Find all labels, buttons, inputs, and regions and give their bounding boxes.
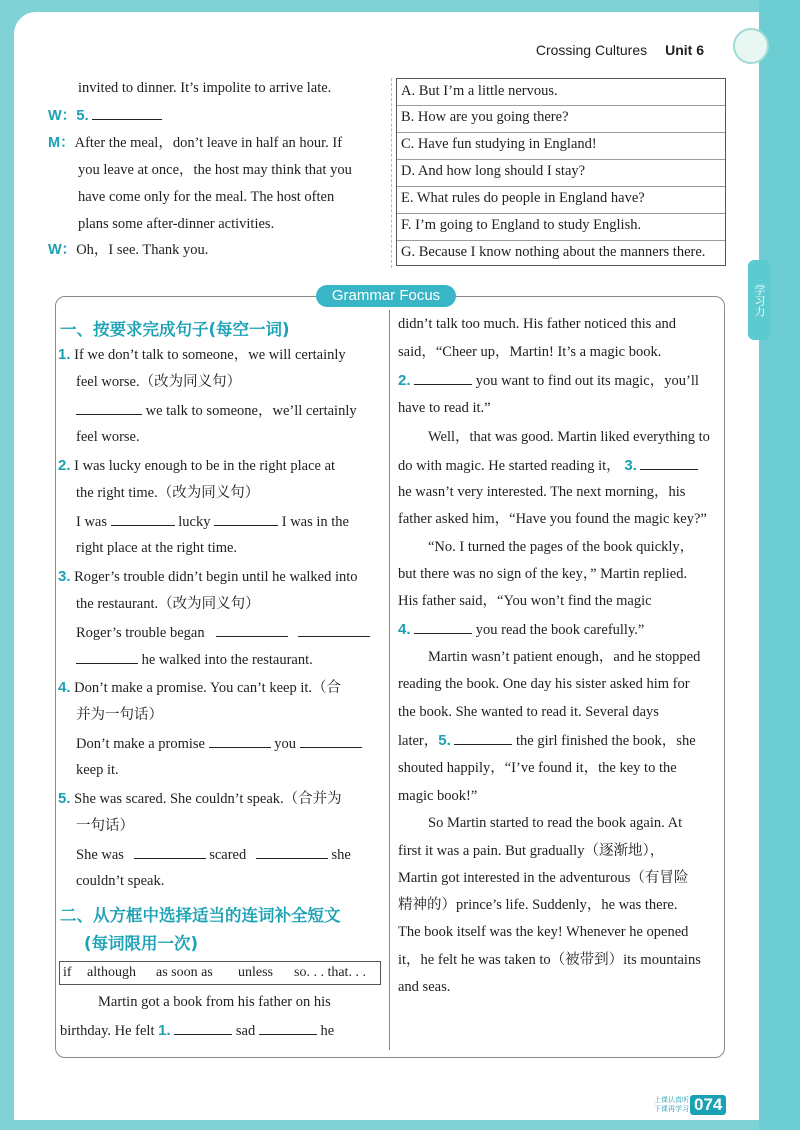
passage-text: later， (398, 733, 439, 749)
passage-line: didn’t talk too much. His father noticed this and (398, 316, 676, 332)
conjunction-word: unless (238, 965, 273, 980)
conjunction-box (59, 961, 381, 985)
question-answer-line (76, 844, 351, 865)
answer-blank[interactable] (214, 511, 278, 526)
passage-line: first it was a pain. But gradually（逐渐地）， (398, 843, 665, 859)
passage-line: the book. She wanted to read it. Several days (398, 704, 659, 720)
passage-line (398, 619, 644, 640)
column-divider (391, 78, 392, 268)
section-2-subtitle: (每词限用一次) (84, 934, 199, 953)
question-number: 4. (398, 621, 411, 638)
option-e: E. What rules do people in England have? (401, 190, 645, 206)
option-divider (397, 132, 725, 133)
question-number: 4. (58, 679, 71, 696)
question-number: 1. (58, 346, 71, 363)
passage-text: do with magic. He started reading it， (398, 458, 621, 474)
footer-note (654, 1096, 689, 1114)
question-number: 3. (624, 457, 637, 474)
conjunction-word: so. . . that. . . (294, 965, 366, 980)
passage-text: you read the book carefully.” (475, 622, 645, 638)
dialogue-line: have come only for the meal. The host often (78, 189, 335, 205)
question-text: She was (76, 847, 124, 863)
question-text: keep it. (76, 762, 119, 778)
unit-badge-icon (733, 28, 769, 64)
option-f: F. I’m going to England to study English. (401, 217, 642, 233)
option-divider (397, 159, 725, 160)
passage-line: magic book!” (398, 788, 478, 804)
passage-line: shouted happily，“I’ve found it，the key to the (398, 760, 677, 776)
header-unit: Unit 6 (665, 42, 704, 58)
question-text: 并为一句话） (76, 707, 163, 723)
question-4 (58, 678, 341, 698)
speaker-w: W： (48, 108, 77, 124)
question-text: couldn’t speak. (76, 873, 165, 889)
passage-line: have to read it.” (398, 400, 491, 416)
passage-line: father asked him，“Have you found the magic key?” (398, 511, 707, 527)
dialogue-line: invited to dinner. It’s impolite to arrive late. (78, 80, 332, 96)
page-number: 074 (690, 1095, 726, 1115)
passage-line: he wasn’t very interested. The next morning，his (398, 484, 686, 500)
running-header (536, 42, 704, 58)
answer-blank[interactable] (209, 733, 271, 748)
dialogue-text: After the meal，don’t leave in half an hour. If (74, 135, 343, 151)
question-number: 5. (438, 732, 451, 749)
passage-line: The book itself was the key! Whenever he opened (398, 924, 689, 940)
passage-line (60, 1020, 334, 1041)
passage-text: birthday. He felt (60, 1023, 155, 1039)
question-5 (58, 789, 342, 809)
passage-line: 精神的）prince’s life. Suddenly，he was there. (398, 897, 678, 913)
answer-blank[interactable] (300, 733, 362, 748)
option-a: A. But I’m a little nervous. (401, 83, 558, 99)
question-text: Roger’s trouble began (76, 625, 205, 641)
footer-note-line: 上课认真听 (654, 1096, 689, 1104)
answer-blank[interactable] (92, 105, 162, 120)
passage-line: Martin got interested in the adventurous（有冒险 (398, 870, 689, 886)
dialogue-m (48, 133, 342, 153)
option-c: C. Have fun studying in England! (401, 136, 597, 152)
question-text: we talk to someone，we’ll certainly (145, 403, 357, 419)
question-answer-line (76, 400, 357, 421)
passage-text: sad (235, 1023, 256, 1039)
column-divider (389, 310, 390, 1050)
section-1-title: 一、按要求完成句子(每空一词) (60, 320, 290, 339)
question-text: she (331, 847, 351, 863)
answer-blank[interactable] (640, 455, 698, 470)
option-b: B. How are you going there? (401, 109, 569, 125)
question-text: the restaurant.（改为同义句） (76, 596, 260, 612)
question-number: 2. (398, 372, 411, 389)
question-number: 5. (76, 107, 89, 124)
question-number: 2. (58, 457, 71, 474)
answer-blank[interactable] (216, 622, 288, 637)
question-text: feel worse.（改为同义句） (76, 374, 242, 390)
passage-line: Well，that was good. Martin liked everything to (428, 429, 710, 445)
conjunction-word: although (87, 965, 136, 980)
footer-note-line: 下课再学习 (654, 1105, 689, 1113)
options-box (396, 78, 726, 266)
answer-blank[interactable] (414, 619, 472, 634)
answer-blank[interactable] (414, 370, 472, 385)
question-number: 1. (158, 1022, 171, 1039)
passage-line: it，he felt he was taken to（被带到）its mountains (398, 952, 701, 968)
question-text: feel worse. (76, 429, 140, 445)
dialogue-line: you leave at once，the host may think that you (78, 162, 352, 178)
page-edge (759, 0, 800, 1130)
question-text: Don’t make a promise (76, 736, 205, 752)
dialogue-w-end (48, 240, 208, 260)
question-3 (58, 567, 358, 587)
question-number: 3. (58, 568, 71, 585)
passage-line (398, 370, 699, 391)
conjunction-word: as soon as (156, 965, 213, 980)
question-answer-line (76, 622, 370, 643)
answer-blank[interactable] (111, 511, 175, 526)
passage-line: Martin wasn’t patient enough，and he stopped (428, 649, 701, 665)
passage-line (398, 730, 696, 751)
question-text: 一句话） (76, 818, 134, 834)
question-text: Don’t make a promise. You can’t keep it.（合 (74, 680, 342, 696)
grammar-focus-tab: Grammar Focus (316, 285, 456, 307)
passage-line: reading the book. One day his sister asked him for (398, 676, 690, 692)
passage-line: and seas. (398, 979, 451, 995)
dialogue-line: plans some after-dinner activities. (78, 216, 275, 232)
dialogue-w5 (48, 105, 162, 126)
question-answer-line (76, 649, 313, 670)
question-text: you (274, 736, 296, 752)
question-number: 5. (58, 790, 71, 807)
question-text: I was lucky enough to be in the right place at (74, 458, 336, 474)
conjunction-word: if (63, 965, 72, 980)
passage-line: Martin got a book from his father on his (98, 994, 331, 1010)
question-text: I was (76, 514, 108, 530)
answer-blank[interactable] (76, 400, 142, 415)
question-text: right place at the right time. (76, 540, 238, 556)
passage-line: “No. I turned the pages of the book quickly， (428, 539, 695, 555)
answer-blank[interactable] (134, 844, 206, 859)
question-answer-line (76, 733, 362, 754)
answer-blank[interactable] (174, 1020, 232, 1035)
answer-blank[interactable] (454, 730, 512, 745)
question-text: scared (209, 847, 247, 863)
answer-blank[interactable] (259, 1020, 317, 1035)
question-2 (58, 456, 335, 476)
question-text: lucky (178, 514, 211, 530)
option-divider (397, 240, 725, 241)
question-answer-line (76, 511, 349, 532)
header-title: Crossing Cultures (535, 42, 648, 58)
option-divider (397, 105, 725, 106)
dialogue-text: Oh，I see. Thank you. (76, 242, 209, 258)
question-1 (58, 345, 346, 365)
speaker-w: W： (48, 242, 77, 258)
passage-line: said，“Cheer up，Martin! It’s a magic book. (398, 344, 662, 360)
option-divider (397, 186, 725, 187)
question-text: If we don’t talk to someone，we will certainly (74, 347, 346, 363)
option-divider (397, 213, 725, 214)
option-d: D. And how long should I stay? (401, 163, 586, 179)
question-text: Roger’s trouble didn’t begin until he walked into (74, 569, 358, 585)
passage-text: the girl finished the book，she (516, 733, 696, 749)
answer-blank[interactable] (76, 649, 138, 664)
passage-text: you want to find out its magic，you’ll (475, 373, 699, 389)
option-g: G. Because I know nothing about the manners there. (401, 244, 706, 260)
passage-line: So Martin started to read the book again. At (428, 815, 683, 831)
answer-blank[interactable] (298, 622, 370, 637)
question-text: he walked into the restaurant. (141, 652, 313, 668)
passage-text: he (320, 1023, 335, 1039)
question-text: I was in the (281, 514, 349, 530)
side-tab: 学习力 (748, 260, 770, 340)
passage-line (398, 455, 698, 476)
answer-blank[interactable] (256, 844, 328, 859)
question-text: the right time.（改为同义句） (76, 485, 260, 501)
passage-line: but there was no sign of the key，” Martin replied. (398, 566, 688, 582)
question-text: She was scared. She couldn’t speak.（合并为 (74, 791, 342, 807)
passage-line: His father said，“You won’t find the magic (398, 593, 652, 609)
section-2-title: 二、从方框中选择适当的连词补全短文 (60, 906, 341, 925)
speaker-m: M： (48, 135, 75, 151)
